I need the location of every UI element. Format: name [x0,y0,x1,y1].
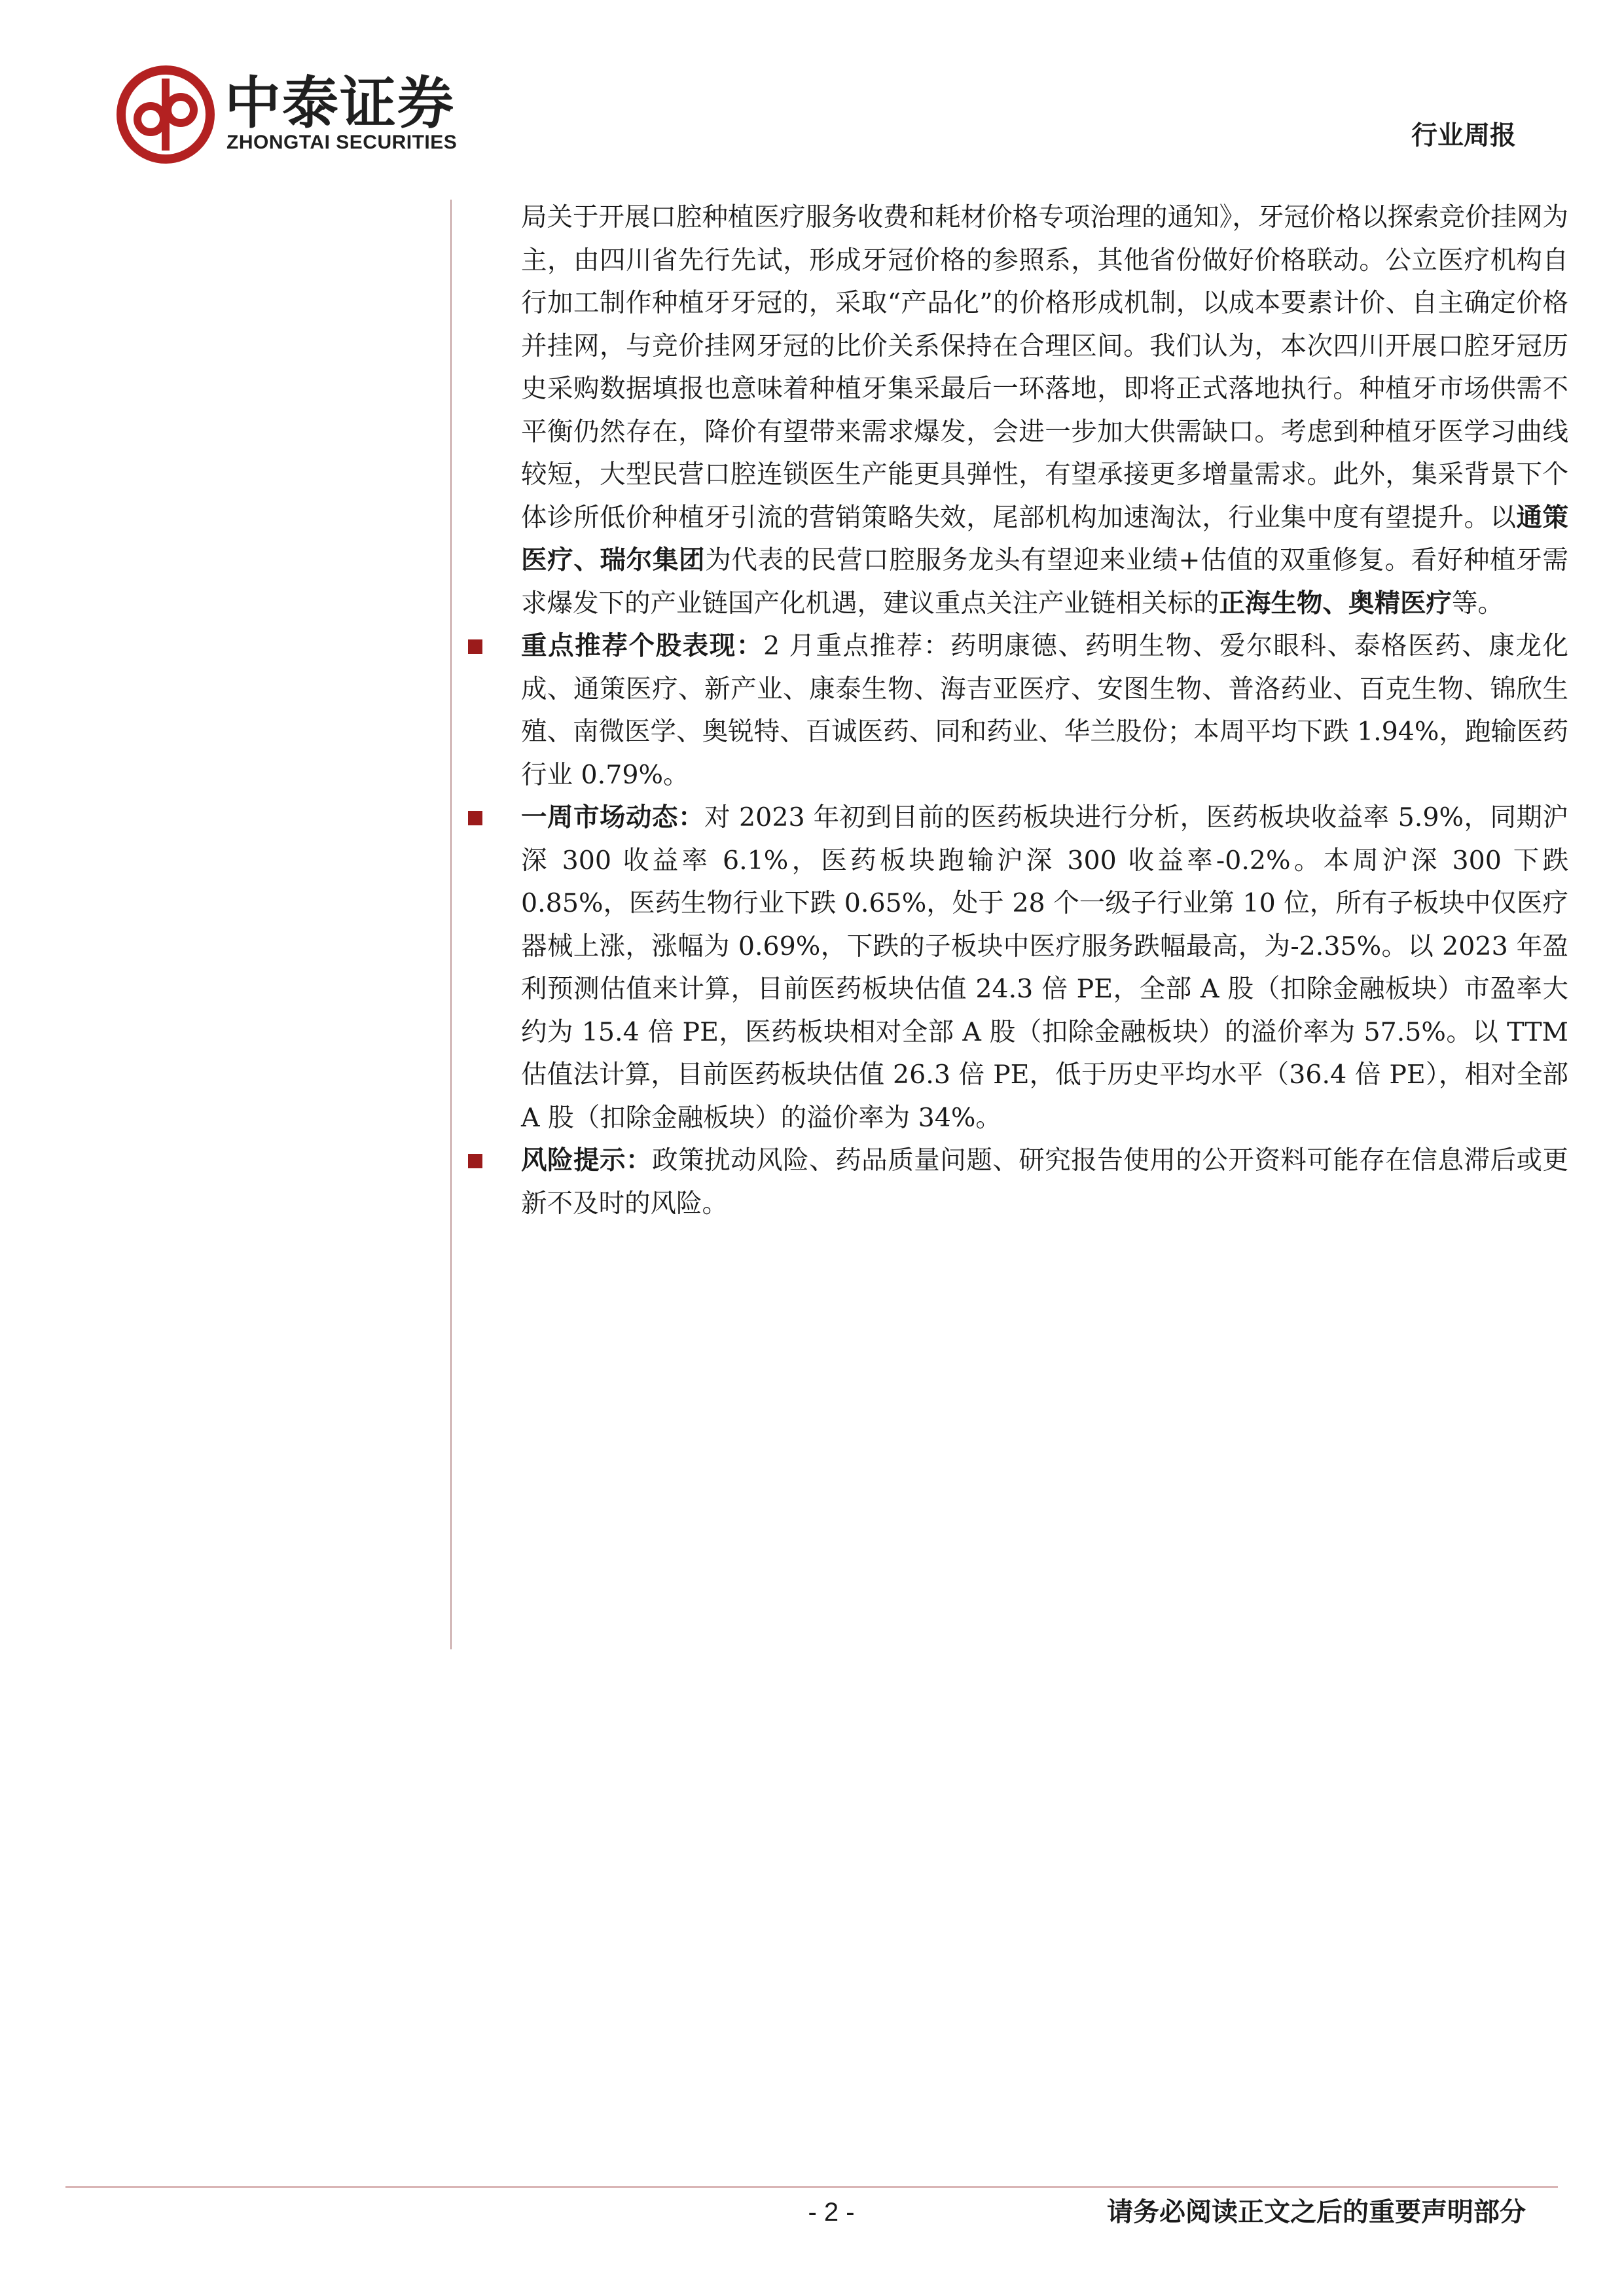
zhongtai-logo-icon [117,65,215,164]
risk-text: 政策扰动风险、药品质量问题、研究报告使用的公开资料可能存在信息滞后或更新不及时的风险。 [521,1145,1569,1219]
report-body [521,196,1568,1225]
risk-bullet [521,1139,1568,1225]
risk-title: 风险提示： [521,1145,653,1175]
highlight-companies-b: 正海生物、奥精医疗 [1219,588,1452,619]
intro-text-b: 为代表的民营口腔服务龙头有望迎来业绩+估值的双重修复。看好种植牙需求爆发下的产业链国产化机遇，建议重点关注产业链相关标的 [521,545,1569,619]
stocks-title: 重点推荐个股表现： [521,631,764,661]
highlight-companies-a: 通策医疗、瑞尔集团 [521,502,1569,575]
page-number: - 2 - [808,2198,855,2227]
footer-divider [65,2186,1558,2188]
stocks-text: 2 月重点推荐：药明康德、药明生物、爱尔眼科、泰格医药、康龙化成、通策医疗、新产业、康泰生物、海吉亚医疗、安图生物、普洛药业、百克生物、锦欣生殖、南微医学、奥锐特、百诚医药、同和药业、华兰股份；本周平均下跌 1.94%，跑输医药行业 0.79%。 [521,631,1569,790]
stocks-bullet [521,625,1568,797]
company-name-en: ZHONGTAI SECURITIES [226,132,458,153]
market-text: 对 2023 年初到目前的医药板块进行分析，医药板块收益率 5.9%，同期沪深 300 收益率 6.1%，医药板块跑输沪深 300 收益率-0.2%。本周沪深 300 下跌 0.85%，医药生物行业下跌 0.65%，处于 28 个一级子行业第 10 位，所有子板块中仅医疗器械上涨，涨幅为 0.69%，下跌的子板块中医疗服务跌幅最高，为-2.35%。以 2023 年盈利预测估值来计算，目前医药板块估值 24.3 倍 PE，全部 A 股（扣除金融板块）市盈率大约为 15.4 倍 PE，医药板块相对全部 A 股（扣除金融板块）的溢价率为 57.5%。以 TTM 估值法计算，目前医药板块估值 26.3 倍 PE，低于历史平均水平（36.4 倍 PE），相对全部 A 股（扣除金融板块）的溢价率为 34%。 [521,802,1569,1133]
left-divider [450,200,452,1649]
market-bullet [521,797,1568,1139]
report-type: 行业周报 [1411,120,1516,151]
company-name-cn: 中泰证券 [225,71,455,136]
company-logo [117,65,496,164]
intro-text-a: 局关于开展口腔种植医疗服务收费和耗材价格专项治理的通知》，牙冠价格以探索竞价挂网为主，由四川省先行先试，形成牙冠价格的参照系，其他省份做好价格联动。公立医疗机构自行加工制作种植牙牙冠的，采取“产品化”的价格形成机制，以成本要素计价、自主确定价格并挂网，与竞价挂网牙冠的比价关系保持在合理区间。我们认为，本次四川开展口腔牙冠历史采购数据填报也意味着种植牙集采最后一环落地，即将正式落地执行。种植牙市场供需不平衡仍然存在，降价有望带来需求爆发，会进一步加大供需缺口。考虑到种植牙医学习曲线较短，大型民营口腔连锁医生产能更具弹性，有望承接更多增量需求。此外，集采背景下个体诊所低价种植牙引流的营销策略失效，尾部机构加速淘汰，行业集中度有望提升。以 [521,202,1568,533]
market-title: 一周市场动态： [521,802,704,833]
intro-paragraph [521,196,1568,625]
intro-text-c: 等。 [1452,588,1504,619]
footer-disclaimer: 请务必阅读正文之后的重要声明部分 [1107,2197,1526,2227]
